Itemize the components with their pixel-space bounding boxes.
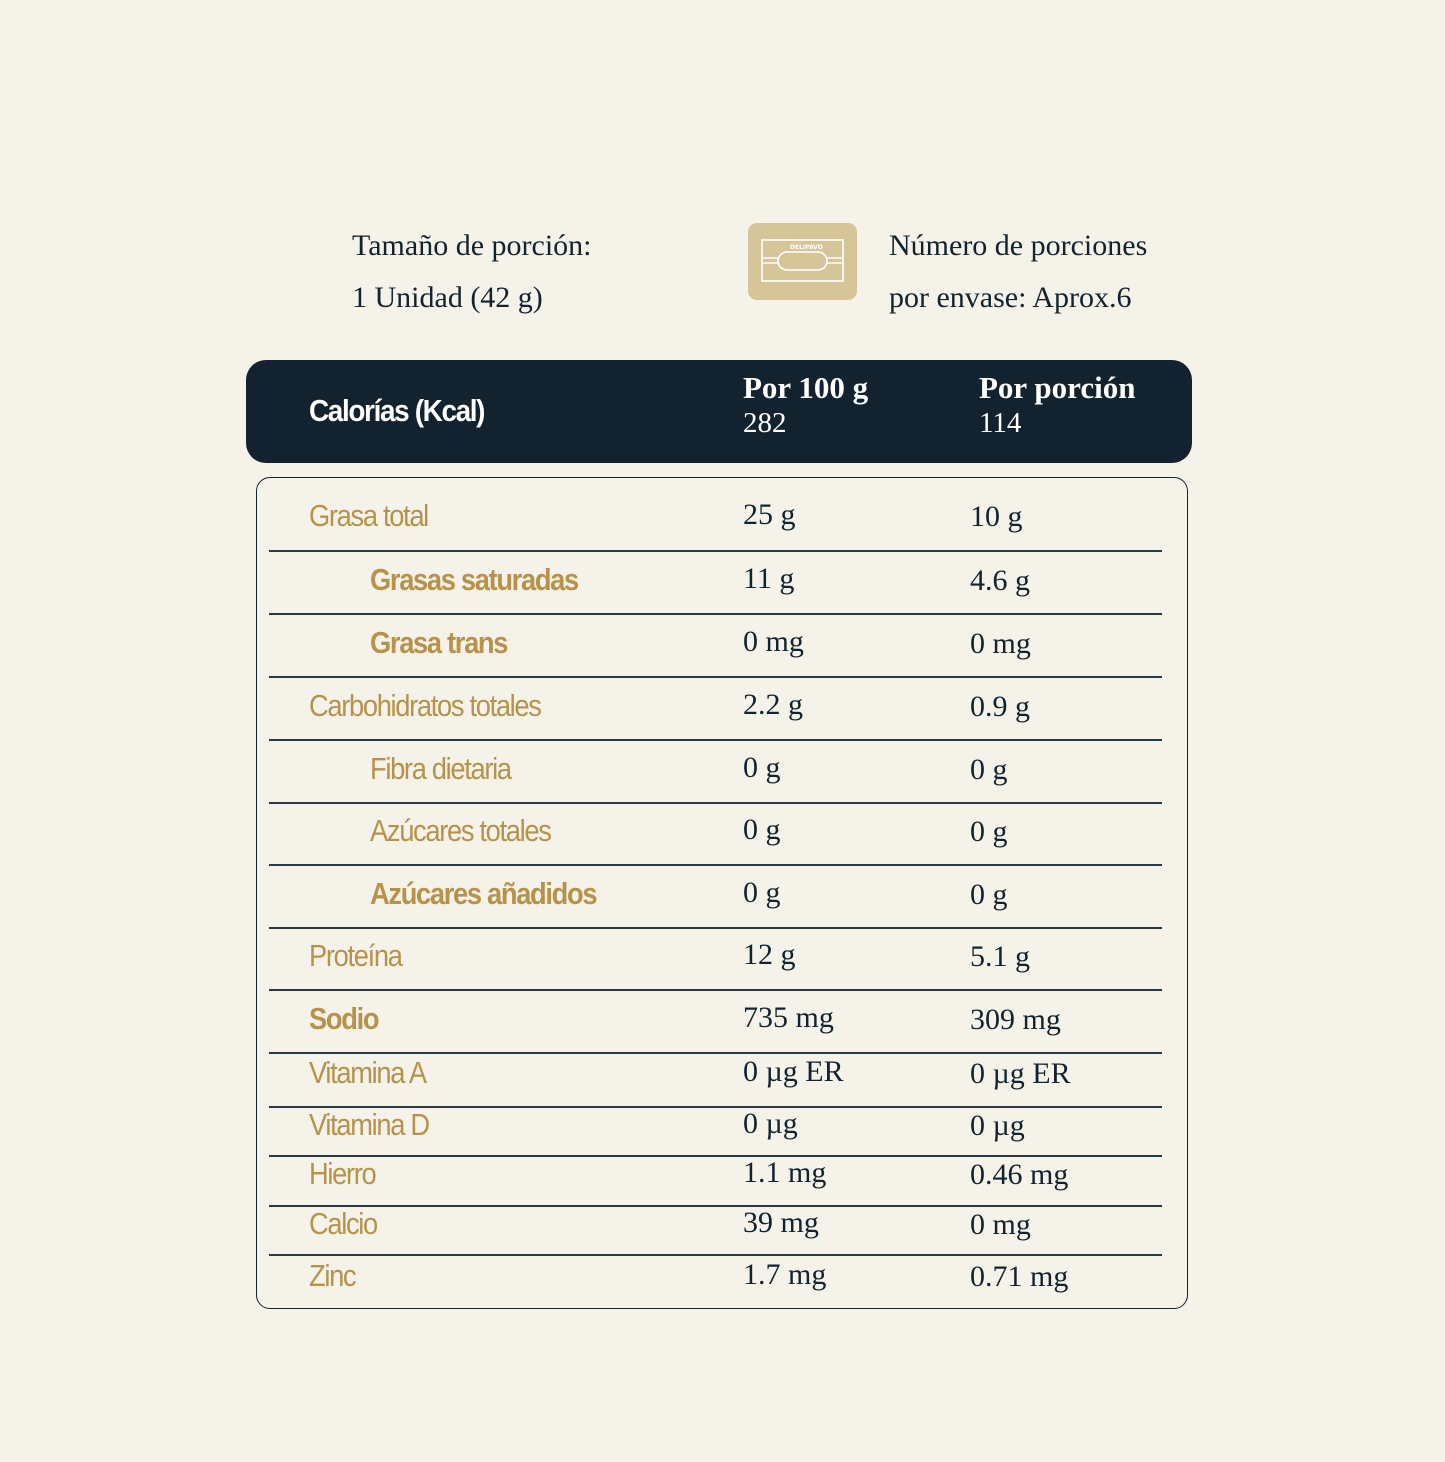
table-row [269, 739, 1162, 804]
table-row [269, 478, 1162, 552]
serving-size [352, 220, 592, 324]
per-100g-value: 25 g [743, 498, 796, 531]
table-row [269, 927, 1162, 991]
per-100g-value: 0 mg [743, 624, 804, 658]
per-serving-value: 0.9 g [970, 689, 1030, 723]
per-100g-value: 1.1 mg [743, 1156, 827, 1189]
nutrient-name: Vitamina D [309, 1106, 429, 1142]
per-serving-title: Por porción [979, 370, 1136, 405]
serving-size-value: 1 Unidad (42 g) [352, 281, 543, 314]
servings-label: Número de porciones [889, 229, 1148, 262]
table-row [269, 1254, 1162, 1309]
nutrient-name: Zinc [309, 1257, 356, 1293]
per-100g-value: 0 g [743, 750, 781, 784]
table-row [269, 802, 1162, 866]
per-serving-value: 10 g [970, 500, 1023, 533]
nutrition-table [256, 477, 1188, 1309]
per-serving-value: 5.1 g [970, 940, 1030, 973]
per-serving-value: 0 µg ER [970, 1057, 1071, 1090]
nutrient-name: Calcio [309, 1205, 377, 1241]
per-100g-value: 1.7 mg [743, 1257, 827, 1291]
per-serving-column [979, 370, 1135, 440]
nutrient-name: Grasa trans [370, 624, 508, 660]
per-100g-value: 0 g [743, 875, 781, 909]
servings-per-container [889, 220, 1147, 324]
per-serving-value: 0.46 mg [970, 1158, 1069, 1191]
table-row [269, 864, 1162, 929]
per-serving-value: 0 mg [970, 626, 1031, 660]
per-100g-value: 11 g [743, 561, 795, 595]
nutrient-name: Azúcares añadidos [370, 875, 597, 911]
per-serving-value: 0.71 mg [970, 1259, 1069, 1293]
per-100g-value: 12 g [743, 938, 796, 971]
per-serving-value: 0 mg [970, 1207, 1031, 1241]
calories-header [246, 360, 1192, 463]
nutrient-name: Azúcares totales [370, 813, 551, 848]
table-row [269, 1205, 1162, 1256]
serving-size-label: Tamaño de porción: [352, 229, 592, 262]
nutrient-name: Grasa total [309, 498, 428, 533]
nutrient-name: Vitamina A [309, 1055, 426, 1090]
per-100g-value: 2.2 g [743, 687, 803, 721]
table-row [269, 613, 1162, 678]
per-100g-value: 0 g [743, 813, 781, 846]
per-serving-value: 309 mg [970, 1002, 1061, 1036]
per-100g-value: 735 mg [743, 1000, 834, 1034]
per-100g-value: 39 mg [743, 1205, 819, 1239]
table-row [269, 1106, 1162, 1157]
table-row [269, 1052, 1162, 1108]
servings-value: por envase: Aprox.6 [889, 281, 1132, 314]
per-serving-value: 0 µg [970, 1108, 1025, 1142]
table-row [269, 550, 1162, 615]
per-100g-column [743, 370, 868, 440]
per-serving-calories: 114 [979, 407, 1022, 439]
per-serving-value: 0 g [970, 752, 1008, 786]
table-row [269, 676, 1162, 741]
nutrient-name: Hierro [309, 1156, 376, 1191]
sausage-package-icon [748, 223, 857, 300]
per-100g-title: Por 100 g [743, 370, 869, 405]
per-serving-value: 0 g [970, 815, 1008, 848]
calories-label: Calorías (Kcal) [309, 393, 485, 428]
table-row [269, 989, 1162, 1054]
per-serving-value: 0 g [970, 877, 1008, 911]
per-100g-value: 0 µg ER [743, 1055, 844, 1088]
nutrient-name: Proteína [309, 938, 402, 973]
table-row [269, 1155, 1162, 1207]
per-100g-value: 0 µg [743, 1106, 798, 1140]
nutrient-name: Sodio [309, 1000, 379, 1036]
nutrient-name: Carbohidratos totales [309, 687, 541, 723]
svg-text:DELIPAVO: DELIPAVO [790, 244, 823, 251]
per-100g-calories: 282 [743, 407, 787, 439]
nutrient-name: Fibra dietaria [370, 750, 511, 786]
nutrient-name: Grasas saturadas [370, 561, 578, 597]
per-serving-value: 4.6 g [970, 563, 1030, 597]
